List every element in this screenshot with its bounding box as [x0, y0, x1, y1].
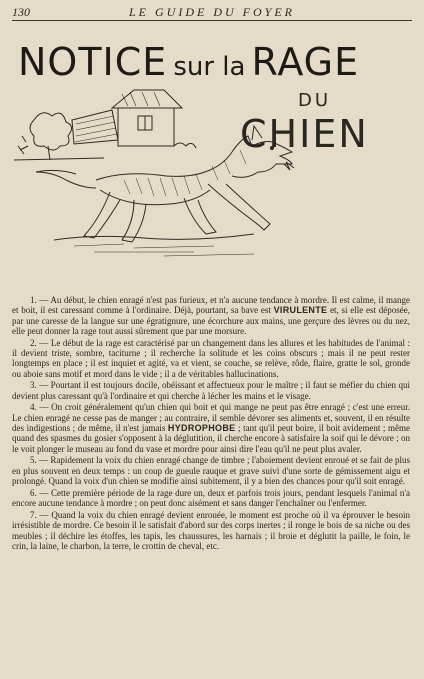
- paragraph-4: 4. — On croit généralement qu'un chien qui boit et qui mange ne peut pas être enragé ; c'est une erreur. Le chien enragé ne cesse pas de manger ; au contraire, il semble dévorer ses aliments et, souvent, il en résulte des indigestions ; de même, il n'est jamais HYDROPHOBE ; tant qu'il peut boire, il boit avidement ; même quand des spasmes du gosier s'opposent à la déglutition, il cherche encore à satisfaire la soif qui le dévore ; on le voit plonger le museau au fond du vase et mordre pour ainsi dire l'eau qu'il ne peut plus avaler.: [12, 402, 410, 454]
- running-head: [0, 2, 424, 20]
- rabid-dog-illustration: [14, 80, 314, 270]
- page-number: 130: [12, 5, 30, 19]
- title-sur-la: sur la: [173, 52, 246, 82]
- paragraph-5: 5. — Rapidement la voix du chien enragé change de timbre ; l'aboiement devient enroué et se fait de plus en plus souvent en deux temps : un coup de gueule rauque et grave suivi d'une sorte de gémissement aigu et prolongé. Quand la voix d'un chien se modifie ainsi subitement, il y a bien des chances pour qu'il soit enragé.: [12, 455, 410, 487]
- paragraph-2: 2. — Le début de la rage est caractérisé par un changement dans les allures et les habitudes de l'animal : il devient triste, sombre, taciturne ; il recherche la solitude et les coins obscurs ; mais il ne peut rester longtemps en place ; il est inquiet et agité, va et vient, se couche, se relève, rôde, flaire, gratte le sol, gronde ou aboie sans motif et mord dans le vide ; il a de véritables hallucinations.: [12, 337, 410, 379]
- header-rule: [12, 20, 412, 21]
- book-title: LE GUIDE DU FOYER: [129, 5, 295, 19]
- title-chien: CHIEN: [240, 112, 369, 156]
- paragraph-1: 1. — Au début, le chien enragé n'est pas furieux, et n'a aucune tendance à mordre. Il est calme, il mange et boit, il est caressant comme à l'ordinaire. Déjà, pourtant, sa bave est VIRULENTE et, si elle est déposée, par une caresse de la langue sur une égratignure, une écorchure aux mains, une gerçure des lèvres ou du nez, elle peut donner la rage tout aussi sûrement que par une morsure.: [12, 295, 410, 336]
- paragraph-7: 7. — Quand la voix du chien enragé devient enrouée, le moment est proche où il va éprouver le besoin irrésistible de mordre. Ce besoin il le satisfait d'abord sur des corps inertes ; il ronge le bois de sa niche ou des meubles ; il déchire les étoffes, les tapis, les chaussures, les harnais ; il broie et déglutit la paille, le foin, le crin, la laine, le charbon, la terre, le crottin de cheval, etc.: [12, 509, 410, 551]
- title-rage: RAGE: [251, 40, 360, 84]
- title-du: DU: [298, 90, 332, 111]
- page-title: [18, 40, 359, 84]
- title-notice: NOTICE: [18, 40, 168, 84]
- paragraph-3: 3. — Pourtant il est toujours docile, obéissant et affectueux pour le maître ; il faut se méfier du chien qui devient plus caressant qu'à l'ordinaire et qui cherche à lécher les mains et le visage.: [12, 380, 410, 401]
- notice-body: [12, 295, 410, 553]
- paragraph-6: 6. — Cette première période de la rage dure un, deux et parfois trois jours, pendant lesquels l'animal n'a encore aucune tendance à mordre ; on peut donc aisément et sans danger l'enchaîner ou l'enfermer.: [12, 487, 410, 509]
